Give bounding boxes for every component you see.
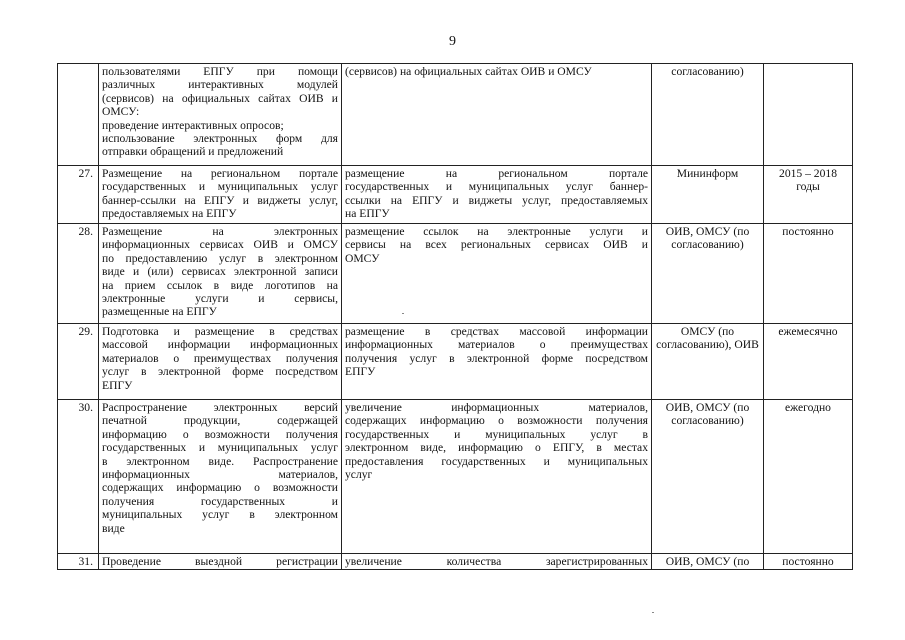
result-text-line: ссылки на ЕПГУ и виджеты услуг, предоставляемых — [345, 193, 648, 207]
result-text-line: государственных и муниципальных услуг в — [345, 427, 648, 441]
scan-speck — [402, 313, 404, 314]
activity-text-line: Распространение электронных версий — [102, 401, 338, 414]
result-cell — [342, 166, 652, 224]
result-text-line: информационных материалов о преимуществах — [345, 338, 648, 352]
result-text-line: увеличение информационных материалов, — [345, 401, 648, 414]
activity-text-line: услуг в электронной форме посредством — [102, 365, 338, 379]
result-cell — [342, 400, 652, 554]
executor-cell: Мининформ — [652, 166, 764, 224]
activity-text-line: содержащих информацию о возможности — [102, 481, 338, 495]
executor-cell: ОИВ, ОМСУ (по — [652, 554, 764, 570]
activity-text-line: на прием ссылок в виде логотипов на — [102, 278, 338, 292]
activity-text-line: материалов о преимуществах получения — [102, 351, 338, 365]
result-text-line: электронном виде, информацию о ЕПГУ, в местах — [345, 441, 648, 455]
activity-text-line: Подготовка и размещение в средствах — [102, 325, 338, 338]
activity-text-line: информационных материалов, — [102, 468, 338, 482]
term-cell: ежегодно — [764, 400, 853, 554]
activity-text-line: печатной продукции, содержащей — [102, 414, 338, 428]
activity-text-line: виде и (или) сервисах электронной записи — [102, 265, 338, 279]
result-text-line: услуг — [345, 468, 373, 482]
activity-text-line: Размещение на региональном портале — [102, 167, 338, 180]
activity-text-line: отправки обращений и предложений — [102, 145, 284, 159]
activity-text-line: Размещение на электронных — [102, 225, 338, 238]
activity-text-line: пользователями ЕПГУ при помощи — [102, 65, 338, 78]
row-number: 31. — [58, 554, 99, 570]
activity-cell — [99, 224, 342, 324]
term-cell — [764, 64, 853, 166]
result-cell — [342, 554, 652, 570]
executor-cell: ОИВ, ОМСУ (по согласованию) — [652, 400, 764, 554]
activity-text-line: проведение интерактивных опросов; — [102, 118, 284, 132]
table-row — [58, 224, 853, 324]
activity-text-line: размещенные на ЕПГУ — [102, 305, 217, 319]
activity-text-line: ОМСУ: — [102, 105, 140, 119]
table-body — [58, 64, 853, 570]
row-number: 28. — [58, 224, 99, 324]
row-number: 30. — [58, 400, 99, 554]
activity-text-line: электронные услуги и сервисы, — [102, 292, 338, 306]
activity-text-line: информацию о возможности получения — [102, 427, 338, 441]
table-row — [58, 554, 853, 570]
term-cell: постоянно — [764, 554, 853, 570]
activity-cell — [99, 400, 342, 554]
activity-text-line: в электронном виде. Распространение — [102, 454, 338, 468]
executor-cell: ОМСУ (по согласованию), ОИВ — [652, 324, 764, 400]
activity-text-line: по предоставлению услуг в электронном — [102, 251, 338, 265]
result-text-line: содержащих информацию о возможности получения — [345, 414, 648, 428]
executor-cell: ОИВ, ОМСУ (по согласованию) — [652, 224, 764, 324]
activity-cell — [99, 64, 342, 166]
activity-cell — [99, 554, 342, 570]
activity-text-line: предоставляемых на ЕПГУ — [102, 207, 237, 221]
table-row — [58, 64, 853, 166]
result-text-line: увеличение количества зарегистрированных — [345, 555, 648, 568]
page-number: 9 — [449, 34, 456, 49]
activity-text-line: ЕПГУ — [102, 378, 133, 392]
activity-text-line: виде — [102, 521, 125, 535]
activity-text-line: баннер-ссылки на ЕПГУ и виджеты услуг, — [102, 193, 338, 207]
table-row — [58, 166, 853, 224]
scan-speck — [652, 612, 654, 613]
row-number: 29. — [58, 324, 99, 400]
activity-cell — [99, 166, 342, 224]
result-text-line: размещение в средствах массовой информации — [345, 325, 648, 338]
term-cell: ежемесячно — [764, 324, 853, 400]
term-cell: 2015 – 2018 годы — [764, 166, 853, 224]
result-text-line: государственных и муниципальных услуг баннер- — [345, 180, 648, 194]
row-number: 27. — [58, 166, 99, 224]
activity-text-line: муниципальных услуг в электронном — [102, 508, 338, 522]
plan-table — [57, 63, 853, 570]
result-text-line: (сервисов) на официальных сайтах ОИВ и ОМСУ — [345, 65, 592, 78]
activity-text-line: получения государственных и — [102, 494, 338, 508]
activity-text-line: информационных сервисах ОИВ и ОМСУ — [102, 238, 338, 252]
table-row — [58, 324, 853, 400]
result-cell — [342, 224, 652, 324]
table-row — [58, 400, 853, 554]
result-text-line: размещение ссылок на электронные услуги и — [345, 225, 648, 238]
row-number — [58, 64, 99, 166]
term-cell: постоянно — [764, 224, 853, 324]
activity-text-line: государственных и муниципальных услуг — [102, 180, 338, 194]
activity-text-line: государственных и муниципальных услуг — [102, 441, 338, 455]
result-text-line: получения услуг в электронной форме посредством — [345, 351, 648, 365]
activity-cell — [99, 324, 342, 400]
result-text-line: ЕПГУ — [345, 365, 376, 379]
result-text-line: предоставления государственных и муниципальных — [345, 454, 648, 468]
activity-text-line: массовой информации информационных — [102, 338, 338, 352]
executor-cell: согласованию) — [652, 64, 764, 166]
activity-text-line: Проведение выездной регистрации — [102, 555, 338, 568]
result-text-line: на ЕПГУ — [345, 207, 390, 221]
activity-text-line: использование электронных форм для — [102, 132, 338, 146]
result-cell — [342, 64, 652, 166]
result-text-line: ОМСУ — [345, 251, 380, 265]
activity-text-line: (сервисов) на официальных сайтах ОИВ и — [102, 91, 338, 105]
result-text-line: размещение на региональном портале — [345, 167, 648, 180]
result-cell — [342, 324, 652, 400]
result-text-line: сервисы на всех региональных сервисах ОИВ и — [345, 238, 648, 252]
activity-text-line: различных интерактивных модулей — [102, 78, 338, 92]
